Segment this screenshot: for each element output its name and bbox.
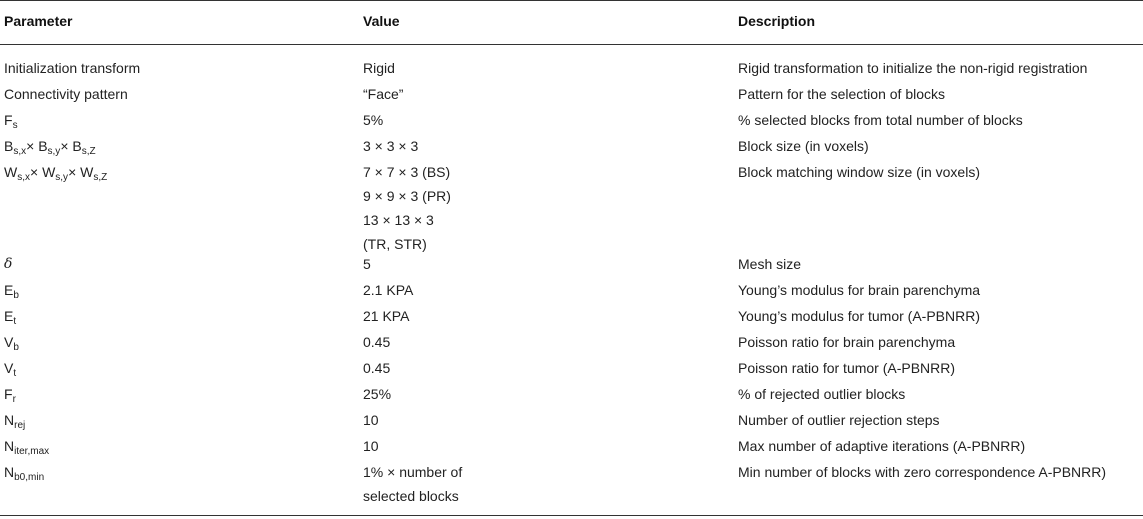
param-subscript: s,Z [81, 146, 96, 157]
table-top-rule [0, 0, 1143, 1]
param-subscript: r [12, 394, 16, 405]
value-cell: 0.45 [363, 360, 391, 376]
description-cell: Young’s modulus for tumor (A-PBNRR) [738, 308, 980, 324]
param-cell [4, 408, 25, 432]
param-symbol: B [4, 138, 14, 154]
header-parameter: Parameter [4, 13, 73, 29]
param-cell: Initialization transform [4, 60, 141, 76]
description-cell: Poisson ratio for tumor (A-PBNRR) [738, 360, 956, 376]
param-subscript: t [13, 368, 17, 379]
param-subscript: s,x [17, 172, 30, 183]
description-cell: Pattern for the selection of blocks [738, 86, 945, 102]
value-cell: 5% [363, 112, 384, 128]
description-cell: Young’s modulus for brain parenchyma [738, 282, 981, 298]
value-cell: 3 × 3 × 3 [363, 138, 419, 154]
param-subscript: rej [14, 420, 26, 431]
value-cell: 10 [363, 438, 379, 454]
param-subscript: s [12, 120, 18, 131]
param-subscript: b [13, 290, 19, 301]
param-symbol: W [4, 164, 18, 180]
param-subscript: iter,max [14, 446, 50, 457]
header-value: Value [363, 13, 400, 29]
value-cell: 0.45 [363, 334, 391, 350]
param-cell [4, 460, 44, 484]
param-subscript: s,y [47, 146, 61, 157]
table-bottom-rule [0, 515, 1143, 516]
value-cell: 25% [363, 386, 392, 402]
description-cell: Block size (in voxels) [738, 138, 869, 154]
description-cell: Poisson ratio for brain parenchyma [738, 334, 956, 350]
param-cell [4, 278, 19, 302]
header-description: Description [738, 13, 816, 29]
value-cell [363, 460, 462, 508]
param-symbol: F [4, 112, 13, 128]
param-cell [4, 134, 96, 158]
value-cell: 5 [363, 256, 371, 272]
value-line: 1% × number of [363, 464, 463, 480]
value-cell [363, 160, 451, 256]
value-line: selected blocks [363, 488, 459, 504]
param-subscript: s,x [13, 146, 27, 157]
param-cell [4, 382, 16, 406]
description-cell: Rigid transformation to initialize the non-rigid registration [738, 60, 1088, 76]
param-symbol: E [4, 282, 14, 298]
param-symbol: × W [30, 164, 56, 180]
value-cell: 21 KPA [363, 308, 410, 324]
value-cell: 2.1 KPA [363, 282, 414, 298]
param-symbol: × W [68, 164, 94, 180]
param-cell: δ [4, 256, 13, 272]
description-cell: % of rejected outlier blocks [738, 386, 906, 402]
param-symbol: E [4, 308, 14, 324]
param-subscript: s,Z [93, 172, 108, 183]
header-rule [0, 44, 1143, 45]
param-cell [4, 108, 18, 132]
value-line: 9 × 9 × 3 (PR) [363, 188, 451, 204]
param-symbol: N [4, 464, 15, 480]
param-subscript: t [13, 316, 17, 327]
value-cell: Rigid [363, 60, 395, 76]
param-symbol: N [4, 412, 15, 428]
param-subscript: b [13, 342, 19, 353]
param-cell [4, 304, 16, 328]
param-cell [4, 330, 19, 354]
description-cell: % selected blocks from total number of blocks [738, 112, 1023, 128]
description-cell: Max number of adaptive iterations (A-PBNRR) [738, 438, 1026, 454]
param-cell [4, 434, 49, 458]
description-cell: Mesh size [738, 256, 802, 272]
param-symbol: F [4, 386, 13, 402]
value-cell: 10 [363, 412, 379, 428]
param-cell [4, 160, 107, 184]
param-symbol: V [4, 360, 14, 376]
value-cell: “Face” [363, 86, 404, 102]
param-cell [4, 356, 16, 380]
description-cell: Number of outlier rejection steps [738, 412, 940, 428]
param-symbol: N [4, 438, 15, 454]
param-subscript: s,y [55, 172, 69, 183]
description-cell: Min number of blocks with zero correspondence A-PBNRR) [738, 464, 1107, 480]
param-symbol: V [4, 334, 14, 350]
param-cell: Connectivity pattern [4, 86, 128, 102]
value-line: (TR, STR) [363, 236, 427, 252]
param-symbol: × B [26, 138, 48, 154]
value-line: 13 × 13 × 3 [363, 212, 434, 228]
description-cell: Block matching window size (in voxels) [738, 164, 980, 180]
value-line: 7 × 7 × 3 (BS) [363, 164, 451, 180]
param-symbol: × B [60, 138, 82, 154]
param-subscript: b0,min [14, 472, 45, 483]
